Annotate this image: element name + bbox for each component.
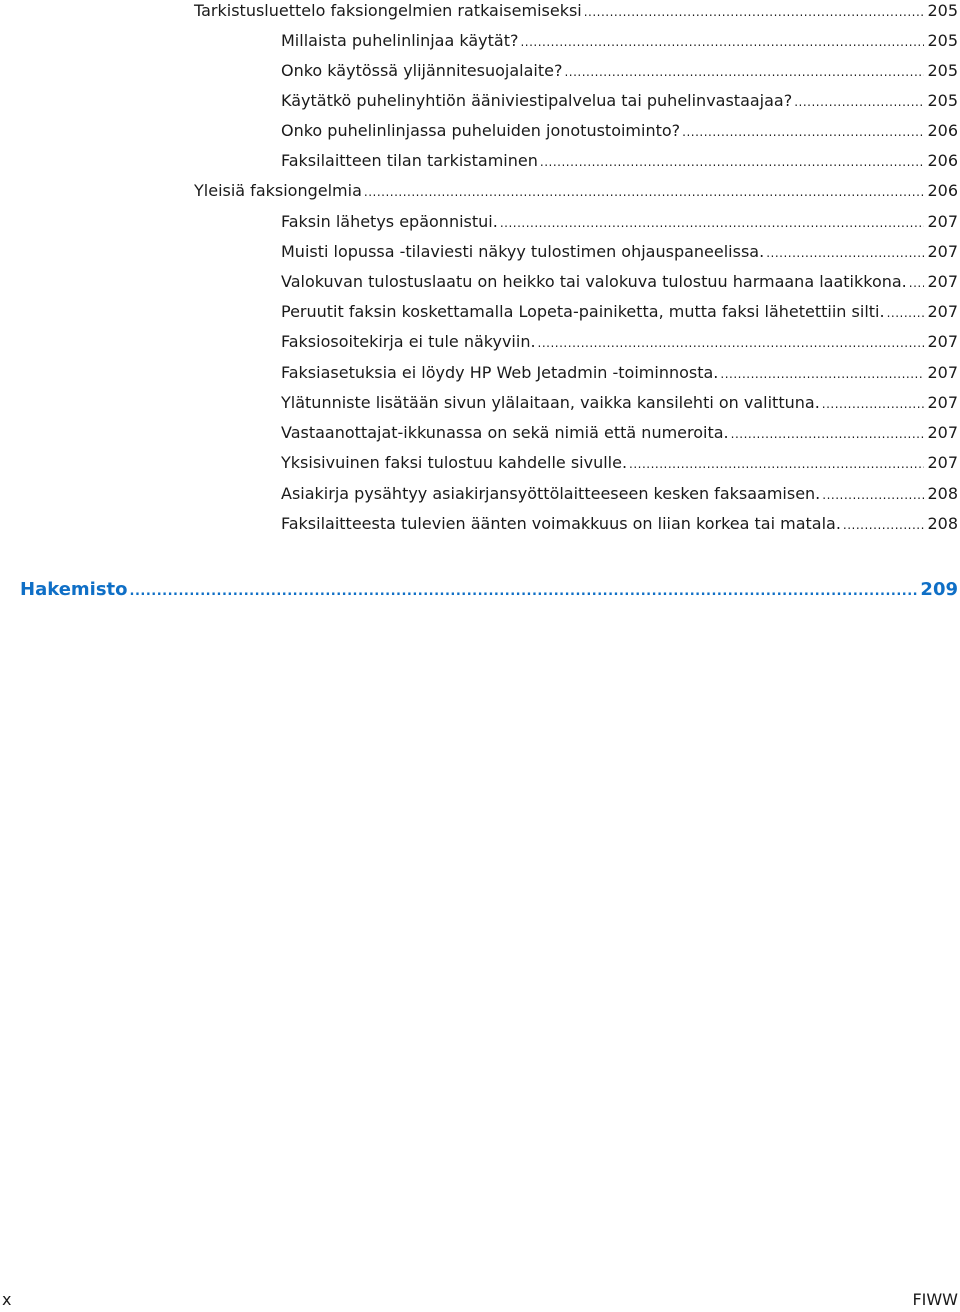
toc-entry[interactable] [194, 0, 958, 22]
dot-leader [584, 1, 925, 23]
toc-entry-title: Faksilaitteen tilan tarkistaminen [281, 151, 538, 170]
toc-entry-title: Ylätunniste lisätään sivun ylälaitaan, vaikka kansilehti on valittuna. [281, 393, 820, 412]
dot-leader [887, 302, 925, 324]
dot-leader [766, 242, 924, 264]
toc-entry-page: 207 [927, 242, 958, 261]
dot-leader [794, 91, 924, 113]
toc-entry-page: 206 [927, 151, 958, 170]
toc-entry-page: 205 [927, 31, 958, 50]
toc-entry-title: Faksin lähetys epäonnistui. [281, 212, 498, 231]
footer-page-label: x [2, 1290, 12, 1309]
toc-entry-title: Onko puhelinlinjassa puheluiden jonotustoiminto? [281, 121, 681, 140]
toc-chapter-entry[interactable] [20, 578, 958, 604]
dot-leader [564, 61, 924, 83]
toc-entry[interactable] [281, 422, 958, 444]
toc-entry[interactable] [281, 362, 958, 384]
toc-entry[interactable] [281, 392, 958, 414]
toc-entry-title: Vastaanottajat-ikkunassa on sekä nimiä että numeroita. [281, 423, 729, 442]
dot-leader [843, 514, 925, 536]
toc-entry-title: Faksilaitteesta tulevien äänten voimakkuus on liian korkea tai matala. [281, 514, 841, 533]
toc-entry[interactable] [281, 452, 958, 474]
toc-entry[interactable] [281, 301, 958, 323]
toc-chapter-page: 209 [920, 579, 958, 600]
toc-entry-title: Asiakirja pysähtyy asiakirjansyöttölaitteeseen kesken faksaamisen. [281, 484, 821, 503]
toc-entry[interactable] [281, 90, 958, 112]
toc-entry[interactable] [281, 120, 958, 142]
toc-entry[interactable] [281, 241, 958, 263]
dot-leader [520, 31, 924, 53]
toc-entry-page: 207 [927, 393, 958, 412]
toc-entry-page: 206 [927, 181, 958, 200]
dot-leader [822, 484, 924, 506]
toc-entry-title: Käytätkö puhelinyhtiön ääniviestipalvelua tai puhelinvastaajaa? [281, 91, 793, 110]
toc-entry-title: Muisti lopussa -tilaviesti näkyy tulostimen ohjauspaneelissa. [281, 242, 765, 261]
toc-entry-page: 207 [927, 363, 958, 382]
dot-leader [540, 151, 925, 173]
toc-entry-page: 207 [927, 302, 958, 321]
toc-entry[interactable] [194, 180, 958, 202]
dot-leader [682, 121, 924, 143]
toc-entry-page: 207 [927, 272, 958, 291]
toc-entry-title: Yleisiä faksiongelmia [194, 181, 362, 200]
toc-entry-page: 207 [927, 423, 958, 442]
toc-entry-title: Faksiasetuksia ei löydy HP Web Jetadmin -toiminnosta. [281, 363, 719, 382]
toc-chapter-title: Hakemisto [20, 579, 128, 600]
toc-entry-page: 206 [927, 121, 958, 140]
toc-entry-title: Tarkistusluettelo faksiongelmien ratkaisemiseksi [194, 1, 582, 20]
toc-entry-title: Millaista puhelinlinjaa käytät? [281, 31, 519, 50]
toc-entry-page: 207 [927, 212, 958, 231]
toc-entry[interactable] [281, 331, 958, 353]
toc-entry-page: 208 [927, 484, 958, 503]
toc-entry-page: 207 [927, 453, 958, 472]
toc-entry[interactable] [281, 30, 958, 52]
toc-entry-title: Peruutit faksin koskettamalla Lopeta-painiketta, mutta faksi lähetettiin silti. [281, 302, 885, 321]
dot-leader [731, 423, 925, 445]
toc-entry-page: 205 [927, 91, 958, 110]
dot-leader [500, 212, 925, 234]
toc-entry[interactable] [281, 60, 958, 82]
toc-entry[interactable] [281, 483, 958, 505]
dot-leader [364, 181, 925, 203]
dot-leader [909, 272, 925, 294]
toc-entry-title: Yksisivuinen faksi tulostuu kahdelle sivulle. [281, 453, 628, 472]
toc-entry-page: 208 [927, 514, 958, 533]
dot-leader [629, 453, 924, 475]
toc-entry[interactable] [281, 271, 958, 293]
toc-entry-title: Faksiosoitekirja ei tule näkyviin. [281, 332, 536, 351]
dot-leader [130, 580, 918, 604]
toc-entry-page: 205 [927, 61, 958, 80]
toc-entry[interactable] [281, 150, 958, 172]
dot-leader [822, 393, 925, 415]
dot-leader [720, 363, 924, 385]
toc-entry-title: Onko käytössä ylijännitesuojalaite? [281, 61, 563, 80]
footer-doc-code: FIWW [912, 1290, 958, 1309]
toc-entry-title: Valokuvan tulostuslaatu on heikko tai valokuva tulostuu harmaana laatikkona. [281, 272, 907, 291]
toc-entry-page: 205 [927, 1, 958, 20]
toc-entry[interactable] [281, 513, 958, 535]
dot-leader [538, 332, 925, 354]
toc-entry-page: 207 [927, 332, 958, 351]
toc-entry[interactable] [281, 211, 958, 233]
